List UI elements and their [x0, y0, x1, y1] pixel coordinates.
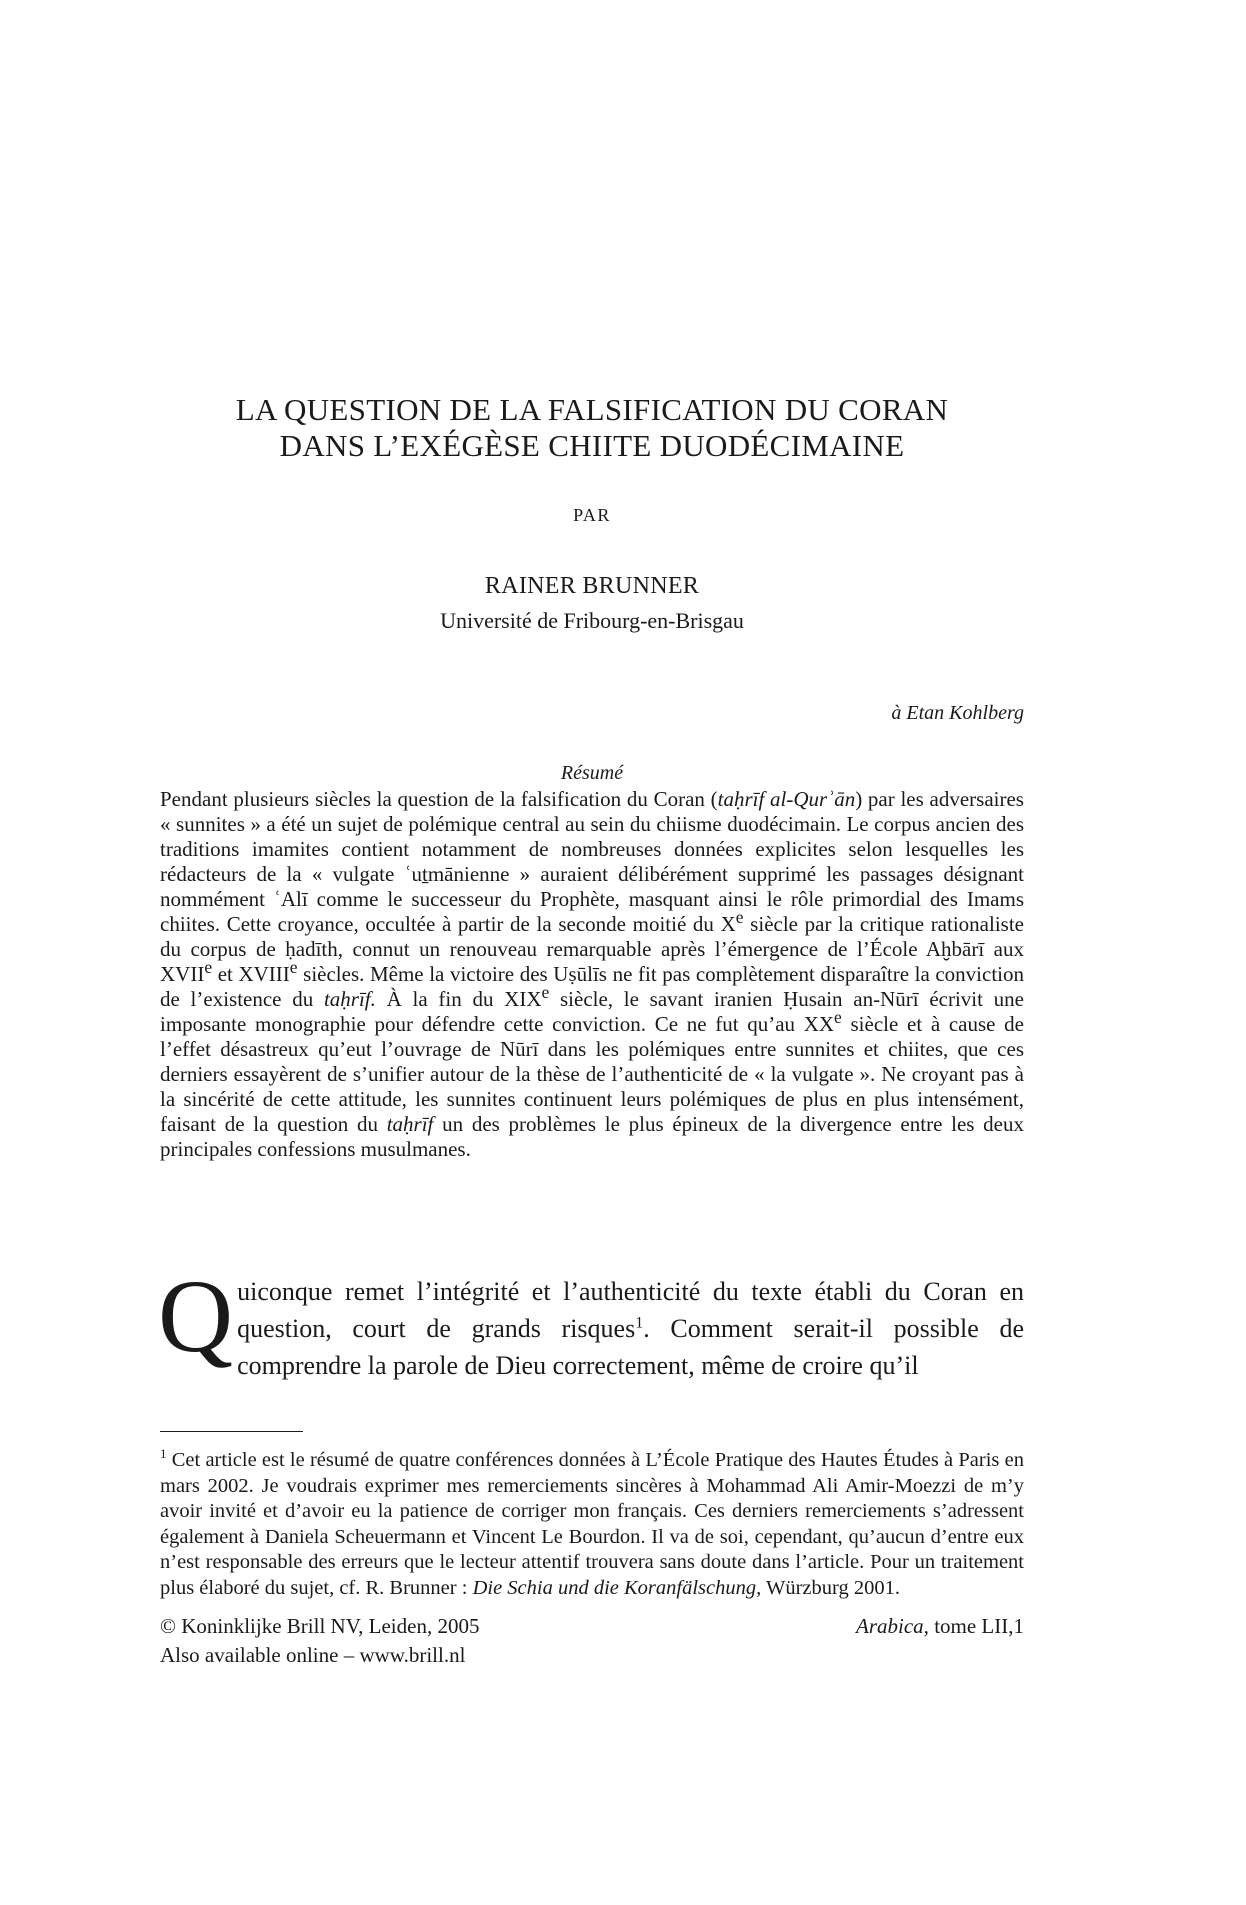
dedication: à Etan Kohlberg [891, 702, 1024, 724]
author-affiliation: Université de Fribourg-en-Brisgau [440, 608, 744, 633]
journal-volume: tome LII,1 [928, 1614, 1024, 1638]
publisher-info [160, 1612, 479, 1670]
drop-cap: Q [158, 1259, 234, 1374]
abstract-text: Pendant plusieurs siècles la question de la falsification du Coran (taḥrīf al-Qurʾān) par les adversaires « sunnites » a été un sujet de polémique central au sein du chiisme duodécimain. Le corpus ancien des traditions imamites contient notamment de nombreuses données explicites selon lesquelles les rédacteurs de la « vulgate ʿuṯmānienne » auraient délibérément supprimé les passages désignant nommément ʿAlī comme le successeur du Prophète, masquant ainsi le rôle primordial des Imams chiites. Cette croyance, occultée à partir de la seconde moitié du Xe siècle par la critique rationaliste du corpus de ḥadīth, connut un renouveau remarquable après l’émergence de l’École Aḫbārī aux XVIIe et XVIIIe siècles. Même la victoire des Uṣūlīs ne fit pas complètement disparaître la conviction de l’existence du taḥrīf. À la fin du XIXe siècle, le savant iranien Ḥusain an-Nūrī écrivit une imposante monographie pour défendre cette conviction. Ce ne fut qu’au XXe siècle et à cause de l’effet désastreux qu’eut l’ouvrage de Nūrī dans les polémiques entre sunnites et chiites, que ces derniers essayèrent de s’unifier autour de la thèse de l’authenticité de « la vulgate ». Ne croyant pas à la sincérité de cette attitude, les sunnites continuent leurs polémiques de plus en plus intensément, faisant de la question du taḥrīf un des problèmes le plus épineux de la divergence entre les deux principales confessions musulmanes. [160, 787, 1025, 1161]
footnote-1: $^1$ Cet article est le résumé de quatre conférences données à L’École Pratique des Hautes Études à Paris en mars 2002. Je voudrais exprimer mes remerciements sincères à Mohammad Ali Amir-Moezzi de m’y avoir invité et d’avoir eu la patience de corriger mon français. Ces derniers remerciements s’adressent également à Daniela Scheuermann et Vincent Le Bourdon. Il va de soi, cependant, qu’aucun d’entre eux n’est responsable des erreurs que le lecteur attentif trouvera sans doute dans l’article. Pour un traitement plus élaboré du sujet, cf. R. Brunner : Die Schia und die Koranfälschung, Würzburg 2001. [160, 1446, 1024, 1599]
copyright-line: © Koninklijke Brill NV, Leiden, 2005 [160, 1614, 480, 1638]
journal-name: Arabica, [856, 1614, 929, 1638]
title-line-2: DANS L’EXÉGÈSE CHIITE DUODÉCIMAINE [279, 428, 905, 463]
author-name: RAINER BRUNNER [484, 573, 700, 599]
title-line-1: LA QUESTION DE LA FALSIFICATION DU CORAN [235, 392, 949, 427]
footnote-number: 1 [160, 1446, 167, 1462]
online-availability: Also available online – www.brill.nl [160, 1643, 466, 1667]
footnote-reference[interactable]: 1 [635, 1314, 644, 1332]
journal-citation [856, 1612, 1024, 1641]
footnote-rule [160, 1431, 303, 1432]
byline-par: PAR [573, 505, 611, 525]
body-paragraph: Quiconque remet l’intégrité et l’authenticité du texte établi du Coran en question, court de grands risques$^1$. Comment serait-il possible de comprendre la parole de Dieu correctement, même de croire qu’il [158, 1259, 1024, 1380]
article-title [160, 392, 1024, 464]
abstract-heading: Résumé [560, 762, 624, 784]
